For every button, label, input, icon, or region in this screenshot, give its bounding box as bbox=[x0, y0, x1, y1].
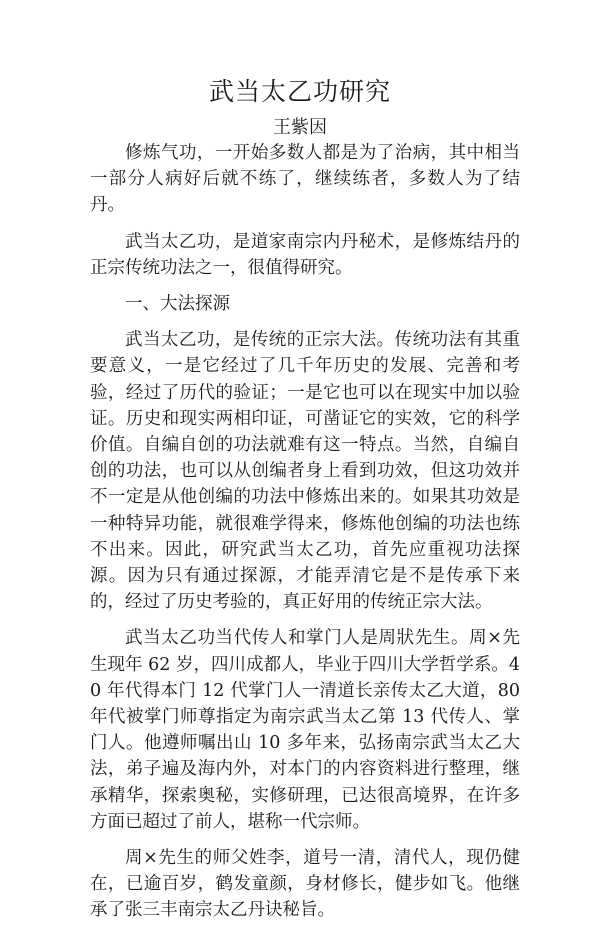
paragraph-master: 周×先生的师父姓李，道号一清，清代人，现仍健在，已逾百岁，鹤发童颜，身材修长，健步如飞。他继承了张三丰南宗太乙丹诀秘旨。 bbox=[90, 848, 520, 921]
paragraph-summary: 武当太乙功，是道家南宗内丹秘术，是修炼结丹的正宗传统功法之一，很值得研究。 bbox=[90, 231, 520, 278]
paragraph-successor: 武当太乙功当代传人和掌门人是周狀先生。周×先生现年 62 岁，四川成都人，毕业于四川大学哲学系。40 年代得本门 12 代掌门人一清道长亲传太乙大道，80 年代被掌门师尊指定为南宗武当太乙第 13 代传人、掌门人。他遵师嘱出山 10 多年来，弘扬南宗武当太乙大法，弟子遍及海内外，对本门的内容资料进行整理，继承精华，探索奥秘，实修研理，已达很高境界，在许多方面已超过了前人，堪称一代宗师。 bbox=[90, 628, 520, 832]
document-body bbox=[90, 140, 520, 934]
document-title: 武当太乙功研究 bbox=[208, 77, 391, 106]
paragraph-intro: 修炼气功，一开始多数人都是为了治病，其中相当一部分人病好后就不练了，继续练者，多数人为了结丹。 bbox=[90, 143, 520, 216]
document-author: 王紫因 bbox=[273, 117, 327, 138]
section-heading: 一、大法探源 bbox=[125, 294, 230, 315]
paragraph-origin: 武当太乙功，是传统的正宗大法。传统功法有其重要意义，一是它经过了几千年历史的发展、完善和考验，经过了历代的验证；一是它也可以在现实中加以验证。历史和现实两相印证，可凿证它的实效，它的科学价值。自编自创的功法就难有这一特点。当然，自编自创的功法，也可以从创编者身上看到功效，但这功效并不一定是从他创编的功法中修炼出来的。如果其功效是一种特异功能，就很难学得来，修炼他创编的功法也练不出来。因此，研究武当太乙功，首先应重视功法探源。因为只有通过探源，才能弄清它是不是传承下来的，经过了历史考验的，真正好用的传统正宗大法。 bbox=[90, 330, 520, 613]
